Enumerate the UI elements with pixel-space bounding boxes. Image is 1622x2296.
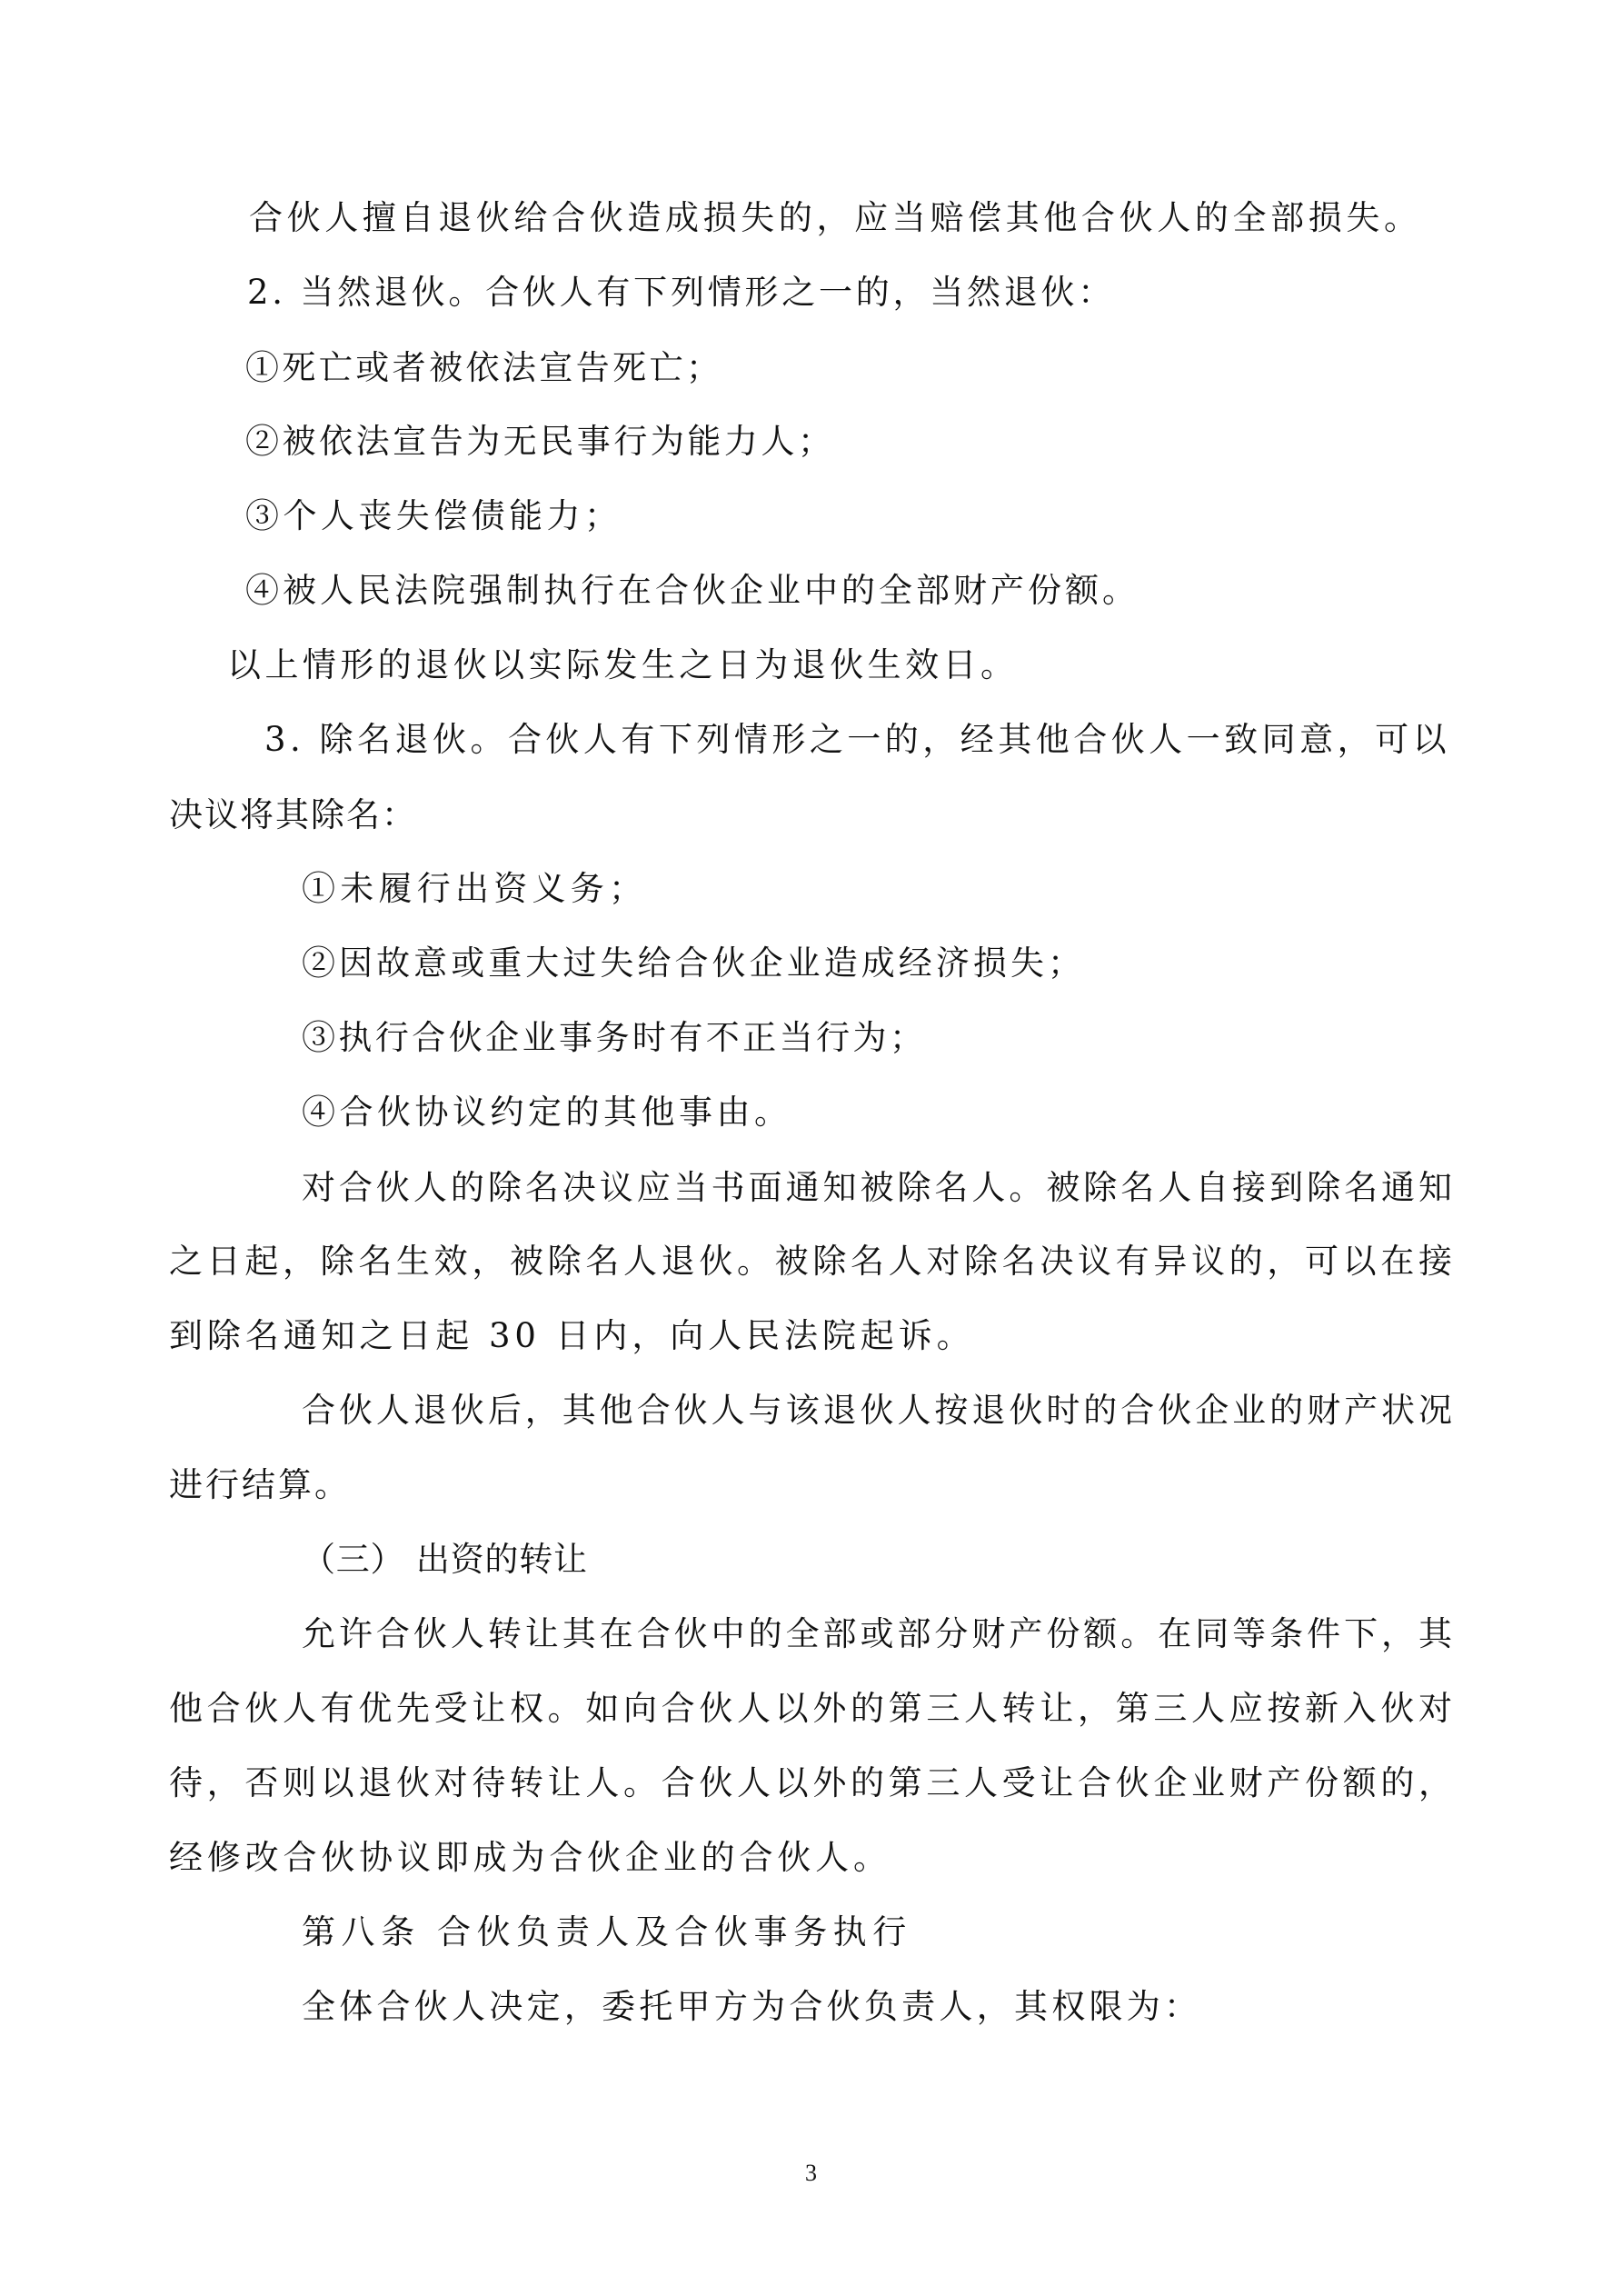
paragraph-line: 决议将其除名： [169,795,417,834]
list-item: ①死亡或者被依法宣告死亡； [245,348,723,387]
list-item: ②因故意或重大过失给合伙企业造成经济损失； [302,943,1086,983]
paragraph-line: 3. 除名退伙。合伙人有下列情形之一的，经其他合伙人一致同意，可以 [264,720,1451,759]
paragraph-line: 对合伙人的除名决议应当书面通知被除名人。被除名人自接到除名通知 [302,1168,1456,1207]
paragraph-line: 合伙人退伙后，其他合伙人与该退伙人按退伙时的合伙企业的财产状况 [302,1391,1456,1430]
section-heading: （三） 出资的转让 [302,1540,588,1579]
list-item: ④合伙协议约定的其他事由。 [302,1093,792,1132]
paragraph-line: 合伙人擅自退伙给合伙造成损失的，应当赔偿其他合伙人的全部损失。 [249,198,1422,237]
list-item: ②被依法宣告为无民事行为能力人； [245,422,835,461]
paragraph-line: 允许合伙人转让其在合伙中的全部或部分财产份额。在同等条件下，其 [302,1614,1456,1653]
paragraph-line: 全体合伙人决定，委托甲方为合伙负责人，其权限为： [302,1987,1202,2026]
paragraph-line: 待，否则以退伙对待转让人。合伙人以外的第三人受让合伙企业财产份额的， [169,1763,1457,1802]
page-number: 3 [805,2160,817,2186]
paragraph-line: 进行结算。 [169,1465,351,1504]
list-item: ①未履行出资义务； [302,869,648,908]
list-item: ③执行合伙企业事务时有不正当行为； [302,1018,927,1057]
paragraph-line: 他合伙人有优先受让权。如向合伙人以外的第三人转让，第三人应按新入伙对 [169,1689,1457,1728]
paragraph-line: 之日起，除名生效，被除名人退伙。被除名人对除名决议有异议的，可以在接 [169,1242,1457,1281]
article-heading: 第八条 合伙负责人及合伙事务执行 [302,1912,912,1952]
list-item: ④被人民法院强制执行在合伙企业中的全部财产份额。 [245,571,1139,610]
paragraph-line: 到除名通知之日起 30 日内，向人民法院起诉。 [169,1316,975,1355]
paragraph-line: 2. 当然退伙。合伙人有下列情形之一的，当然退伙： [247,273,1116,312]
paragraph-line: 经修改合伙协议即成为合伙企业的合伙人。 [169,1838,891,1877]
list-item: ③个人丧失偿债能力； [245,496,622,535]
paragraph-line: 以上情形的退伙以实际发生之日为退伙生效日。 [227,645,1019,684]
